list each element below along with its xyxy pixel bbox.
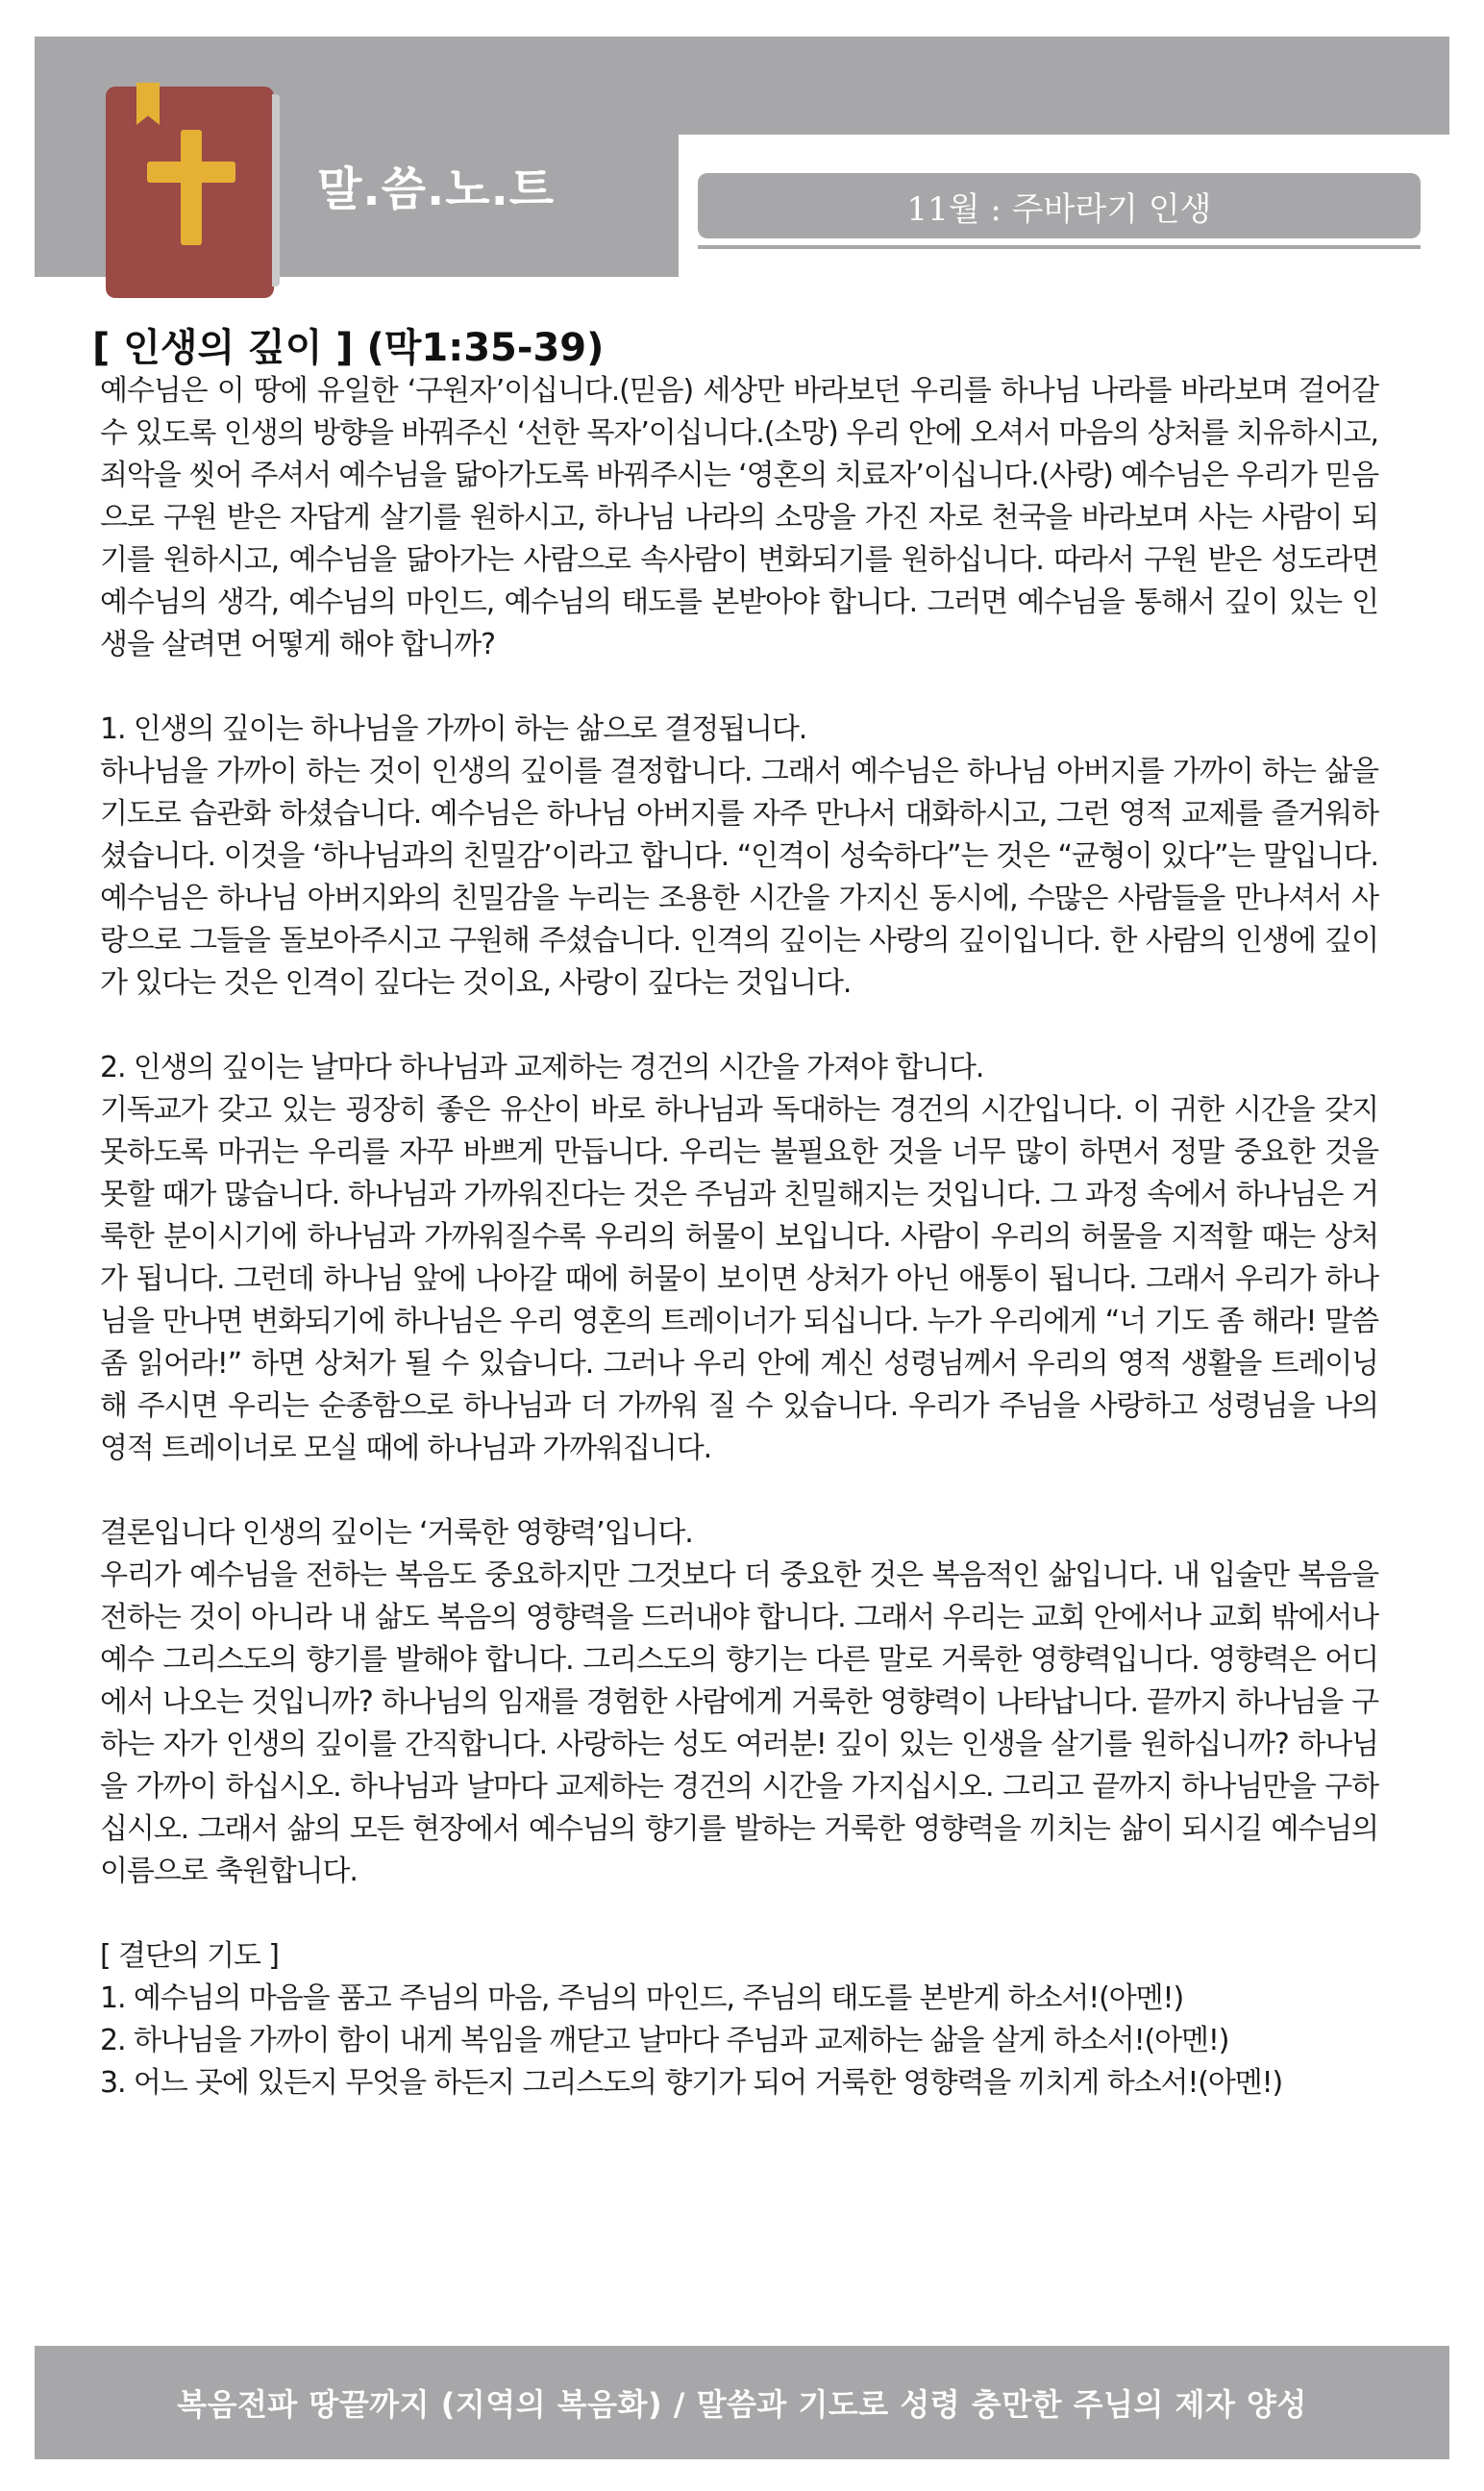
cross-horizontal: [147, 162, 235, 183]
paragraph-gap: [100, 1005, 1378, 1047]
paragraph-gap: [100, 666, 1378, 709]
bookmark-ribbon: [136, 83, 160, 125]
conclusion-heading: 결론입니다 인생의 깊이는 ‘거룩한 영향력’입니다.: [100, 1516, 693, 1550]
point2-heading: 2. 인생의 깊이는 날마다 하나님과 교제하는 경건의 시간을 가져야 합니다.: [100, 1051, 984, 1084]
bible-pages: [272, 94, 280, 286]
bible-cross-icon: [106, 87, 274, 298]
paragraph-gap: [100, 1470, 1378, 1512]
prayer-item-2: 2. 하나님을 가까이 함이 내게 복임을 깨닫고 날마다 주님과 교제하는 삶을 살게 하소서!(아멘!): [100, 2024, 1229, 2057]
prayer-item-3: 3. 어느 곳에 있든지 무엇을 하든지 그리스도의 향기가 되어 거룩한 영향력을 끼치게 하소서!(아멘!): [100, 2066, 1283, 2100]
prayer-heading: [ 결단의 기도 ]: [100, 1939, 279, 1973]
footer-band: [35, 2346, 1449, 2459]
month-theme-text: 11월 : 주바라기 인생: [906, 189, 1212, 229]
brand-title: 말.씀.노.트: [317, 162, 556, 216]
conclusion-body: 우리가 예수님을 전하는 복음도 중요하지만 그것보다 더 중요한 것은 복음적인 삶입니다. 내 입술만 복음을 전하는 것이 아니라 내 삶도 복음의 영향력을 드러내야 합니다. 그래서 우리는 교회 안에서나 교회 밖에서나 예수 그리스도의 향기를 발해야 합니다. 그리스도의 향기는 다른 말로 거룩한 영향력입니다. 영향력은 어디에서 나오는 것입니까? 하나님의 임재를 경험한 사람에게 거룩한 영향력이 나타납니다. 끝까지 하나님을 구하는 자가 인생의 깊이를 간직합니다. 사랑하는 성도 여러분! 깊이 있는 인생을 살기를 원하십니까? 하나님을 가까이 하십시오. 하나님과 날마다 교제하는 경건의 시간을 가지십시오. 그리고 끝까지 하나님만을 구하십시오. 그래서 삶의 모든 현장에서 예수님의 향기를 발하는 거룩한 영향력을 끼치는 삶이 되시길 예수님의 이름으로 축원합니다.: [100, 1558, 1378, 1888]
point1-heading: 1. 인생의 깊이는 하나님을 가까이 하는 삶으로 결정됩니다.: [100, 712, 807, 746]
sermon-content: [100, 370, 1378, 2105]
sermon-title: [ 인생의 깊이 ] (막1:35-39): [92, 326, 605, 370]
paragraph-gap: [100, 1893, 1378, 1935]
prayer-item-1: 1. 예수님의 마음을 품고 주님의 마음, 주님의 마인드, 주님의 태도를 본받게 하소서!(아멘!): [100, 1981, 1184, 2015]
month-theme-badge: [698, 173, 1421, 238]
point2-body: 기독교가 갖고 있는 굉장히 좋은 유산이 바로 하나님과 독대하는 경건의 시간입니다. 이 귀한 시간을 갖지 못하도록 마귀는 우리를 자꾸 바쁘게 만듭니다. 우리는 불필요한 것을 너무 많이 하면서 정말 중요한 것을 못할 때가 많습니다. 하나님과 가까워진다는 것은 주님과 친밀해지는 것입니다. 그 과정 속에서 하나님은 거룩한 분이시기에 하나님과 가까워질수록 우리의 허물이 보입니다. 사람이 우리의 허물을 지적할 때는 상처가 됩니다. 그런데 하나님 앞에 나아갈 때에 허물이 보이면 상처가 아닌 애통이 됩니다. 그래서 우리가 하나님을 만나면 변화되기에 하나님은 우리 영혼의 트레이너가 되십니다. 누가 우리에게 “너 기도 좀 해라! 말씀 좀 읽어라!” 하면 상처가 될 수 있습니다. 그러나 우리 안에 계신 성령님께서 우리의 영적 생활을 트레이닝 해 주시면 우리는 순종함으로 하나님과 더 가까워 질 수 있습니다. 우리가 주님을 사랑하고 성령님을 나의 영적 트레이너로 모실 때에 하나님과 가까워집니다.: [100, 1093, 1378, 1465]
point1-body: 하나님을 가까이 하는 것이 인생의 깊이를 결정합니다. 그래서 예수님은 하나님 아버지를 가까이 하는 삶을 기도로 습관화 하셨습니다. 예수님은 하나님 아버지를 자주 만나서 대화하시고, 그런 영적 교제를 즐거워하셨습니다. 이것을 ‘하나님과의 친밀감’이라고 합니다. “인격이 성숙하다”는 것은 “균형이 있다”는 말입니다. 예수님은 하나님 아버지와의 친밀감을 누리는 조용한 시간을 가지신 동시에, 수많은 사람들을 만나셔서 사랑으로 그들을 돌보아주시고 구원해 주셨습니다. 인격의 깊이는 사랑의 깊이입니다. 한 사람의 인생에 깊이가 있다는 것은 인격이 깊다는 것이요, 사랑이 깊다는 것입니다.: [100, 755, 1378, 1000]
footer-motto: 복음전파 땅끝까지 (지역의 복음화) / 말씀과 기도로 성령 충만한 주님의 제자 양성: [177, 2386, 1307, 2423]
cross-vertical: [181, 130, 202, 245]
intro-paragraph: 예수님은 이 땅에 유일한 ‘구원자’이십니다.(믿음) 세상만 바라보던 우리를 하나님 나라를 바라보며 걸어갈 수 있도록 인생의 방향을 바꿔주신 ‘선한 목자’이십니다.(소망) 우리 안에 오셔서 마음의 상처를 치유하시고, 죄악을 씻어 주셔서 예수님을 닮아가도록 바꿔주시는 ‘영혼의 치료자’이십니다.(사랑) 예수님은 우리가 믿음으로 구원 받은 자답게 살기를 원하시고, 하나님 나라의 소망을 가진 자로 천국을 바라보며 사는 사람이 되기를 원하시고, 예수님을 닮아가는 사람으로 속사람이 변화되기를 원하십니다. 따라서 구원 받은 성도라면 예수님의 생각, 예수님의 마인드, 예수님의 태도를 본받아야 합니다. 그러면 예수님을 통해서 깊이 있는 인생을 살려면 어떻게 해야 합니까?: [100, 374, 1378, 661]
month-theme-underline: [698, 245, 1421, 249]
